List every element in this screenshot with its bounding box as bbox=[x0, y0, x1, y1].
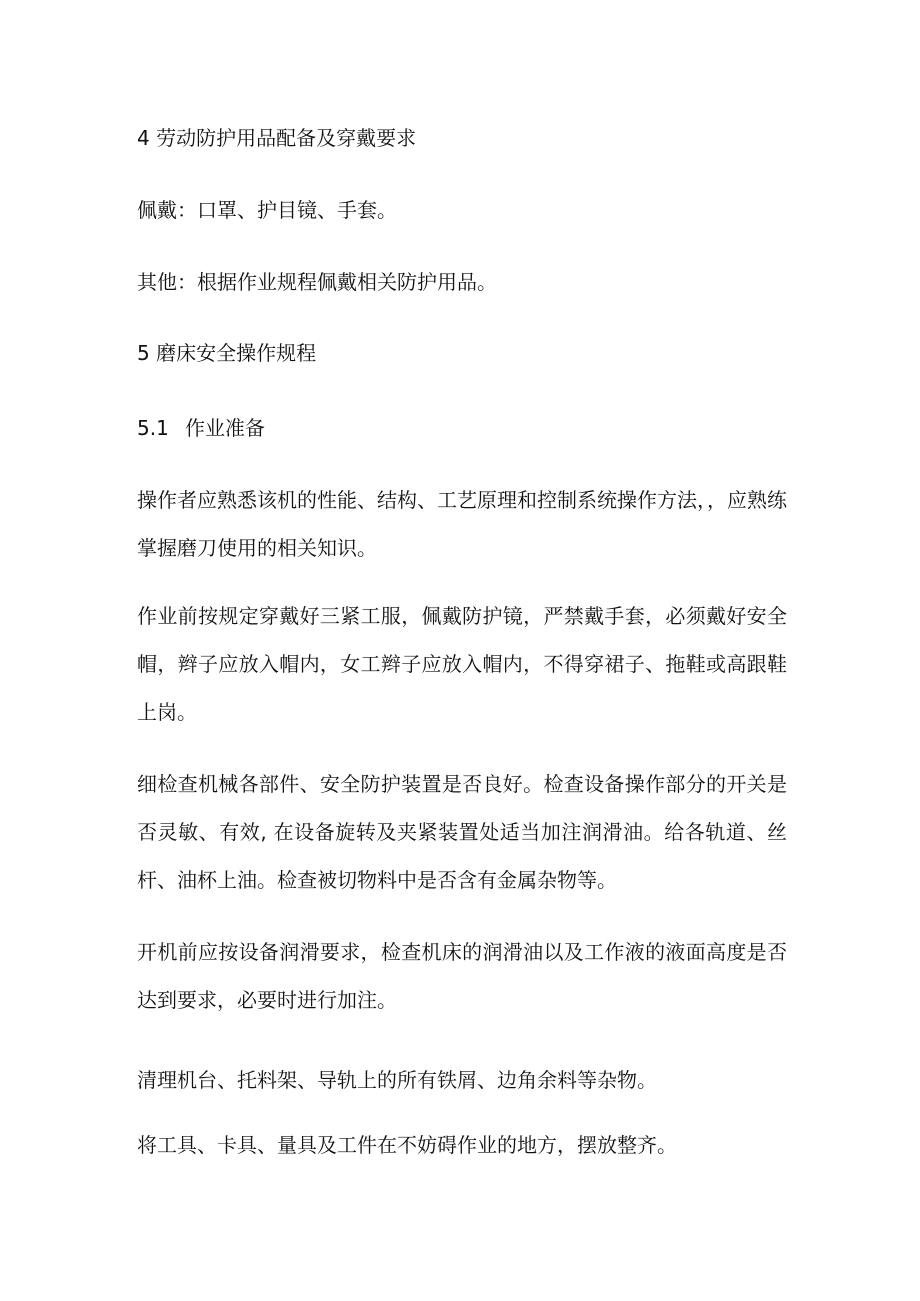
paragraph-operator-knowledge: 操作者应熟悉该机的性能、结构、工艺原理和控制系统操作方法，，应熟练掌握磨刀使用的相关知识。 bbox=[137, 488, 787, 560]
section-5-1-number: 5.1 bbox=[137, 416, 169, 440]
paragraph-protective-wear: 作业前按规定穿戴好三紧工服，佩戴防护镜，严禁戴手套，必须戴好安全帽，辫子应放入帽内，女工辫子应放入帽内，不得穿裙子、拖鞋或高跟鞋上岗。 bbox=[137, 604, 787, 724]
section-5-heading: 5 磨床安全操作规程 bbox=[137, 341, 317, 365]
section-4-heading: 4 劳动防护用品配备及穿戴要求 bbox=[137, 126, 417, 150]
wear-requirement: 佩戴：口罩、护目镜、手套。 bbox=[137, 198, 397, 222]
paragraph-clean-machine: 清理机台、托料架、导轨上的所有铁屑、边角余料等杂物。 bbox=[137, 1068, 657, 1092]
section-5-1-heading bbox=[137, 416, 265, 440]
paragraph-arrange-tools: 将工具、卡具、量具及工件在不妨碍作业的地方，摆放整齐。 bbox=[137, 1133, 677, 1157]
paragraph-equipment-check: 细检查机械各部件、安全防护装置是否良好。检查设备操作部分的开关是否灵敏、有效, 在设备旋转及夹紧装置处适当加注润滑油。给各轨道、丝杆、油杯上油。检查被切物料中是否含有金属杂物等。 bbox=[137, 772, 787, 892]
other-requirement: 其他：根据作业规程佩戴相关防护用品。 bbox=[137, 270, 497, 294]
paragraph-lubrication: 开机前应按设备润滑要求，检查机床的润滑油以及工作液的液面高度是否达到要求，必要时进行加注。 bbox=[137, 940, 787, 1012]
section-5-1-title: 作业准备 bbox=[185, 416, 265, 440]
